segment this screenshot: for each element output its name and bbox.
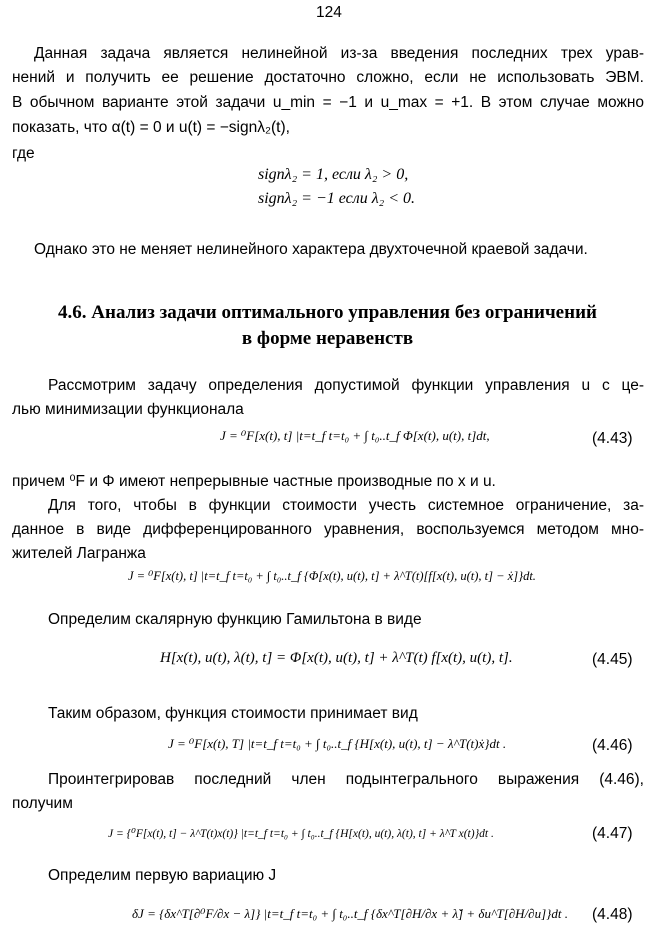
para3-line2: лью минимизации функционала: [12, 401, 244, 418]
para1-line2: нений и получить ее решение достаточно сложно, если не использовать ЭВМ.: [12, 69, 644, 86]
equation-label-4-45: (4.45): [592, 651, 633, 668]
page-number: 124: [316, 4, 342, 21]
para8-line2: получим: [12, 795, 73, 812]
equation-4-45: H[x(t), u(t), λ(t), t] = Φ[x(t), u(t), t] + λ^T(t) f[x(t), u(t), t].: [160, 650, 513, 666]
sign-equation-2: signλ₂ = −1 если λ₂ < 0.: [258, 190, 416, 207]
equation-label-4-47: (4.47): [592, 825, 633, 842]
para8-line1: Проинтегрировав последний член подынтегрального выражения (4.46),: [48, 771, 644, 788]
equation-label-4-48: (4.48): [592, 906, 633, 923]
para5-line1: Для того, чтобы в функции стоимости учесть системное ограничение, за-: [48, 497, 644, 514]
sign-equation-1: signλ₂ = 1, если λ₂ > 0,: [258, 166, 409, 183]
equation-4-43: J = ⁰F[x(t), t] |t=t_f t=t₀ + ∫ t₀..t_f Φ[x(t), u(t), t]dt,: [220, 428, 490, 443]
section-title-line1: 4.6. Анализ задачи оптимального управления без ограничений: [58, 302, 597, 323]
equation-4-48: δJ = {δx^T[∂⁰F/∂x − λ]} |t=t_f t=t₀ + ∫ t₀..t_f {δx^T[∂H/∂x + λ̌] + δu^T[∂H/∂u]}dt .: [132, 906, 568, 921]
para1-line3: В обычном варианте этой задачи u_min = −1 и u_max = +1. В этом случае можно: [12, 94, 644, 111]
para5-line2: данное в виде дифференцированного уравнения, воспользуемся методом мно-: [12, 521, 644, 538]
para2: Однако это не меняет нелинейного характера двухточечной краевой задачи.: [34, 241, 588, 258]
equation-label-4-46: (4.46): [592, 737, 633, 754]
para1-line1: Данная задача является нелинейной из-за введения последних трех урав-: [34, 45, 644, 62]
para5-line3: жителей Лагранжа: [12, 545, 146, 562]
para6: Определим скалярную функцию Гамильтона в виде: [48, 611, 422, 628]
section-title-line2: в форме неравенств: [241, 328, 414, 349]
para3-line1: Рассмотрим задачу определения допустимой функции управления u с це-: [48, 377, 644, 394]
para1-line4: показать, что α(t) = 0 и u(t) = −signλ₂(t),: [12, 119, 290, 136]
equation-4-47: J = {⁰F[x(t), t] − λ^T(t)x(t)} |t=t_f t=t₀ + ∫ t₀..t_f {H[x(t), u(t), λ(t), t] + λ̇^T x(t)}dt .: [108, 828, 494, 840]
equation-label-4-43: (4.43): [592, 430, 633, 447]
para4: причем ⁰F и Φ имеют непрерывные частные производные по x и u.: [12, 473, 496, 490]
para1-line5: где: [12, 145, 35, 162]
para7: Таким образом, функция стоимости принимает вид: [48, 705, 418, 722]
para9: Определим первую вариацию J: [48, 867, 277, 884]
equation-4-44: J = ⁰F[x(t), t] |t=t_f t=t₀ + ∫ t₀..t_f {Φ[x(t), u(t), t] + λ^T(t)[f[x(t), u(t), t] − ẋ]}dt.: [128, 569, 536, 583]
equation-4-46: J = ⁰F[x(t), T] |t=t_f t=t₀ + ∫ t₀..t_f {H[x(t), u(t), t] − λ^T(t)ẋ}dt .: [168, 736, 507, 751]
